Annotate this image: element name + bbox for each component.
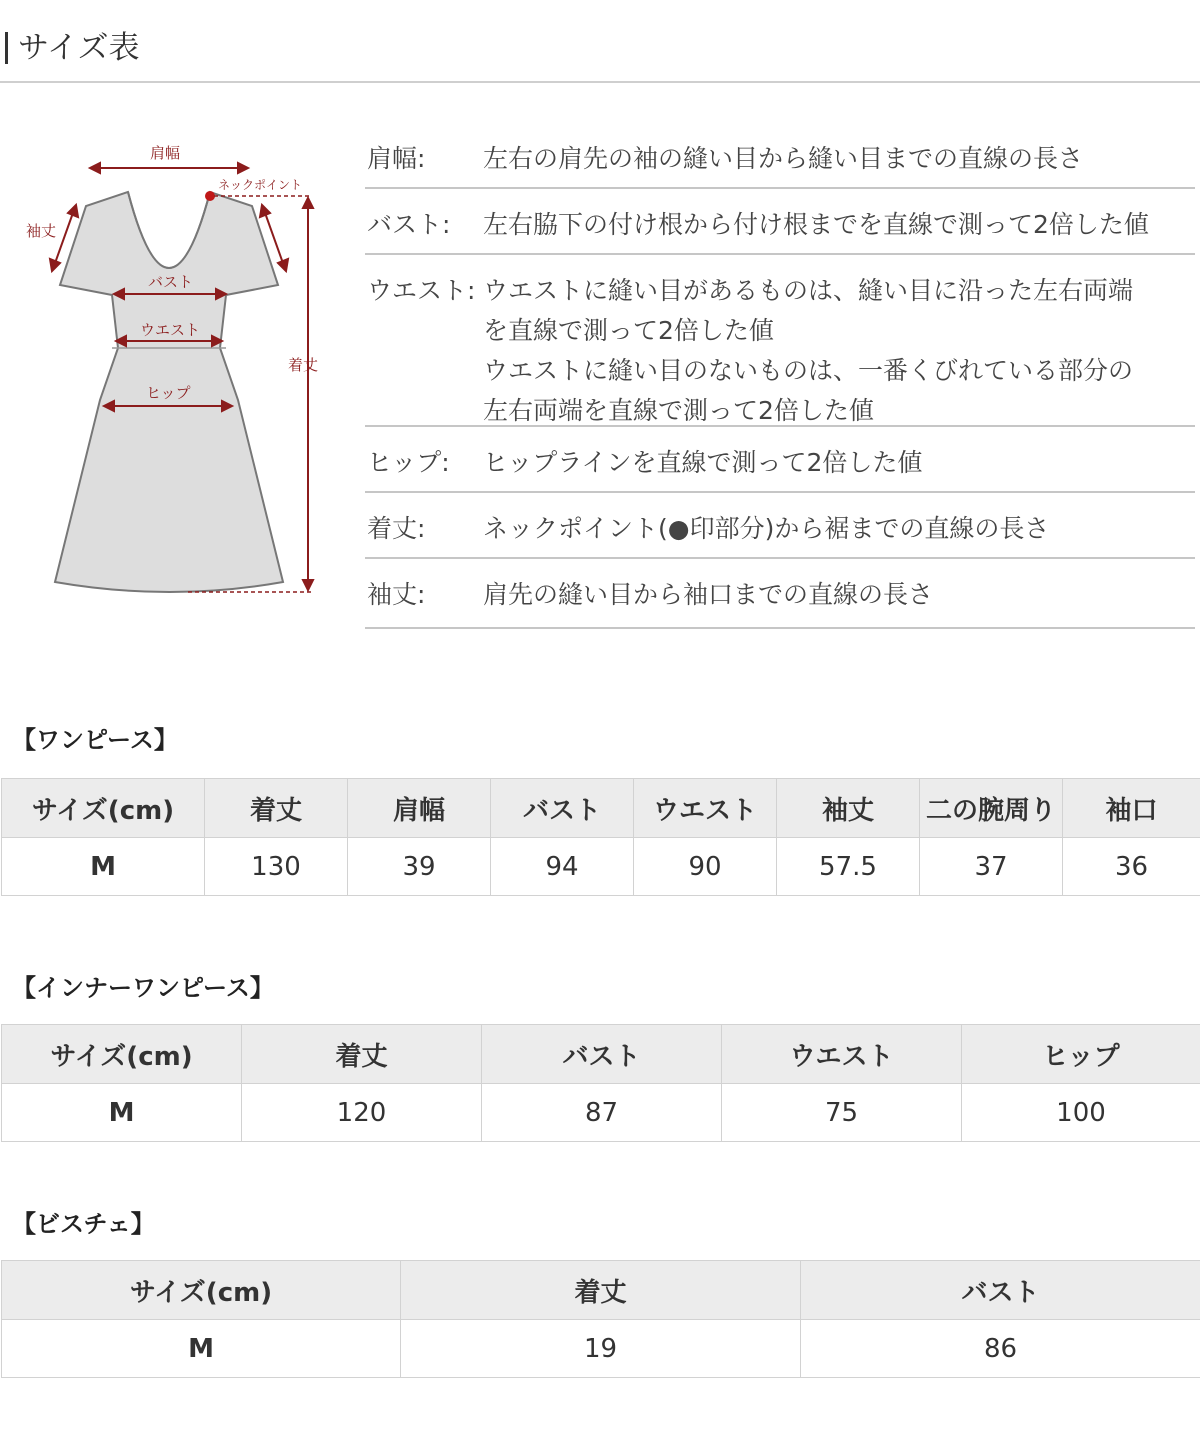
table-row <box>2 1320 1200 1378</box>
column-header: バスト <box>491 779 634 838</box>
definition-text: ネックポイント(●印部分)から裾までの直線の長さ <box>483 514 1050 543</box>
column-header: バスト <box>801 1261 1200 1320</box>
waist-label: ウエスト <box>140 321 201 339</box>
measurement-cell: 90 <box>634 838 777 896</box>
definition-term: ヒップ: <box>367 448 450 477</box>
definition-row <box>365 559 1195 629</box>
measurement-cell: 100 <box>962 1084 1200 1142</box>
definition-text: を直線で測って2倍した値 <box>483 316 774 345</box>
measurement-definitions <box>365 123 1195 629</box>
column-header: サイズ(cm) <box>2 779 205 838</box>
measurement-cell: 120 <box>242 1084 482 1142</box>
length-arrow <box>303 198 313 590</box>
section-title-inner-onepiece: 【インナーワンピース】 <box>12 974 274 1002</box>
column-header: ウエスト <box>722 1025 962 1084</box>
sleeve-label: 袖丈 <box>26 222 57 240</box>
column-header: 袖丈 <box>777 779 920 838</box>
measurement-cell: 87 <box>482 1084 722 1142</box>
column-header: サイズ(cm) <box>2 1025 242 1084</box>
hip-label: ヒップ <box>146 384 191 402</box>
bust-label: バスト <box>148 273 194 291</box>
column-header: 二の腕周り <box>920 779 1063 838</box>
size-table-bustier <box>1 1260 1200 1378</box>
measurement-cell: 57.5 <box>777 838 920 896</box>
definition-row <box>365 123 1195 189</box>
column-header: バスト <box>482 1025 722 1084</box>
definition-term: ウエスト: <box>367 276 476 305</box>
garment-diagram <box>0 120 345 620</box>
column-header: 袖口 <box>1063 779 1200 838</box>
page-title: サイズ表 <box>18 30 140 66</box>
measurement-cell: 39 <box>348 838 491 896</box>
page-header <box>0 0 1200 84</box>
shoulder-label: 肩幅 <box>150 144 181 162</box>
definition-text: ウエストに縫い目があるものは、縫い目に沿った左右両端 <box>483 276 1134 305</box>
size-cell: M <box>2 1084 242 1142</box>
measurement-cell: 94 <box>491 838 634 896</box>
measurement-cell: 75 <box>722 1084 962 1142</box>
table-header-row <box>2 1261 1200 1320</box>
title-accent-bar <box>5 32 8 64</box>
column-header: 肩幅 <box>348 779 491 838</box>
definition-row <box>365 189 1195 255</box>
definition-text: ウエストに縫い目のないものは、一番くびれている部分の <box>483 356 1134 385</box>
table-row <box>2 838 1200 896</box>
column-header: 着丈 <box>401 1261 801 1320</box>
column-header: 着丈 <box>205 779 348 838</box>
header-divider <box>0 81 1200 83</box>
definition-row <box>365 493 1195 559</box>
size-table-inner-onepiece <box>1 1024 1200 1142</box>
column-header: サイズ(cm) <box>2 1261 401 1320</box>
definition-text: 左右両端を直線で測って2倍した値 <box>483 396 874 425</box>
measurement-cell: 37 <box>920 838 1063 896</box>
neck-point-label: ネックポイント <box>218 178 303 192</box>
column-header: ヒップ <box>962 1025 1200 1084</box>
measurement-cell: 86 <box>801 1320 1200 1378</box>
measurement-cell: 130 <box>205 838 348 896</box>
definition-text: 左右の肩先の袖の縫い目から縫い目までの直線の長さ <box>483 144 1084 173</box>
table-header-row <box>2 779 1200 838</box>
size-cell: M <box>2 838 205 896</box>
size-table-onepiece <box>1 778 1200 896</box>
section-title-onepiece: 【ワンピース】 <box>12 726 178 754</box>
definition-text: 肩先の縫い目から袖口までの直線の長さ <box>483 580 934 609</box>
column-header: ウエスト <box>634 779 777 838</box>
table-header-row <box>2 1025 1200 1084</box>
shoulder-arrow <box>90 163 248 173</box>
size-cell: M <box>2 1320 401 1378</box>
definition-term: 袖丈: <box>367 580 426 609</box>
measurement-cell: 36 <box>1063 838 1200 896</box>
neck-point-dot <box>205 191 215 201</box>
column-header: 着丈 <box>242 1025 482 1084</box>
definition-term: 肩幅: <box>367 144 426 173</box>
definition-text: 左右脇下の付け根から付け根までを直線で測って2倍した値 <box>483 210 1149 239</box>
definition-text: ヒップラインを直線で測って2倍した値 <box>483 448 923 477</box>
measurement-cell: 19 <box>401 1320 801 1378</box>
length-label: 着丈 <box>288 356 319 374</box>
definition-term: バスト: <box>367 210 451 239</box>
definition-term: 着丈: <box>367 514 426 543</box>
definition-row <box>365 255 1195 427</box>
table-row <box>2 1084 1200 1142</box>
definition-row <box>365 427 1195 493</box>
section-title-bustier: 【ビスチェ】 <box>12 1210 155 1238</box>
